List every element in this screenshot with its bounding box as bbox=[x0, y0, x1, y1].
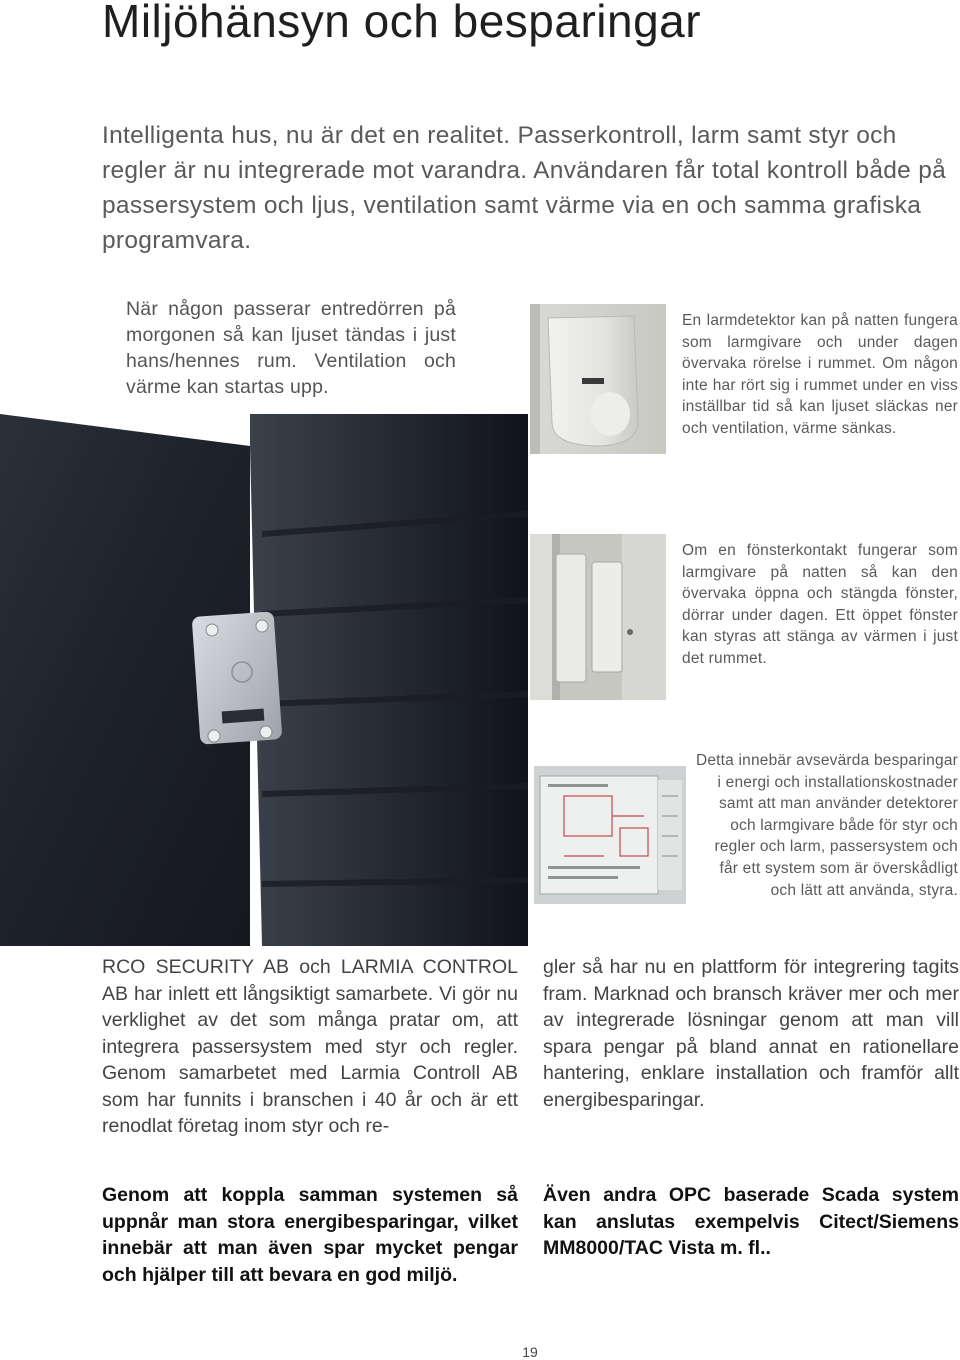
badge-reader-photo bbox=[0, 414, 528, 946]
caption-door: När någon passerar entredörren på morgonen så kan ljuset tändas i just hans/hennes rum. Ventilation och värme kan startas upp. bbox=[126, 298, 456, 398]
page-number: 19 bbox=[522, 1344, 538, 1360]
highlight-text-right: Även andra OPC baserade Scada system kan anslutas exempelvis Citect/Siemens MM8000/TAC Vista m. fl.. bbox=[543, 1184, 959, 1259]
body-text-left: RCO SECURITY AB och LARMIA CONTROL AB har inlett ett långsiktigt samarbete. Vi gör nu verklighet av det som många pratar om, att integrera passersystem med styr och regler. Genom samarbetet med Larmia Controll AB som har funnits i branschen i 40 år och är ett renodlat företag inom styr och re- bbox=[102, 956, 518, 1137]
highlight-text-left: Genom att koppla samman systemen så uppnår man stora energibesparingar, vilket innebär att man även spar mycket pengar och hjälper till att bevara en god miljö. bbox=[102, 1184, 518, 1286]
window-contact-photo bbox=[530, 534, 666, 700]
body-text-right: gler så har nu en plattform för integrering tagits fram. Marknad och bransch kräver mer och mer av integrerade lösningar genom att man vill spara pengar på bland annat en rationellare hantering, enklare installation och framför allt energibesparingar. bbox=[543, 956, 959, 1111]
intro-paragraph: Intelligenta hus, nu är det en realitet. Passerkontroll, larm samt styr och regler är nu integrerade mot varandra. Användaren får total kontroll både på passersystem och ljus, ventilation samt värme via en och samma grafiska programvara. bbox=[102, 122, 947, 254]
software-screen-photo bbox=[534, 766, 686, 904]
caption-savings: Detta innebär avsevärda besparingar i energi och installationskostnader samt att man använder detektorer och larmgivare både för styr och regler och larm, passersystem och får ett system som är överskådligt och lätt att använda, styra. bbox=[695, 752, 958, 899]
caption-detector: En larmdetektor kan på natten fungera som larmgivare och under dagen övervaka rörelse i rummet. Om någon inte har rört sig i rummet under en viss inställbar tid så kan ljuset släckas ner och ventilation, värme sänkas. bbox=[682, 312, 958, 437]
caption-window: Om en fönsterkontakt fungerar som larmgivare på natten så kan den övervaka öppna och stängda fönster, dörrar under dagen. Ett öppet fönster kan styras att stänga av värmen i just det rummet. bbox=[682, 542, 958, 667]
page-title: Miljöhänsyn och besparingar bbox=[102, 0, 702, 47]
motion-detector-photo bbox=[530, 304, 666, 454]
